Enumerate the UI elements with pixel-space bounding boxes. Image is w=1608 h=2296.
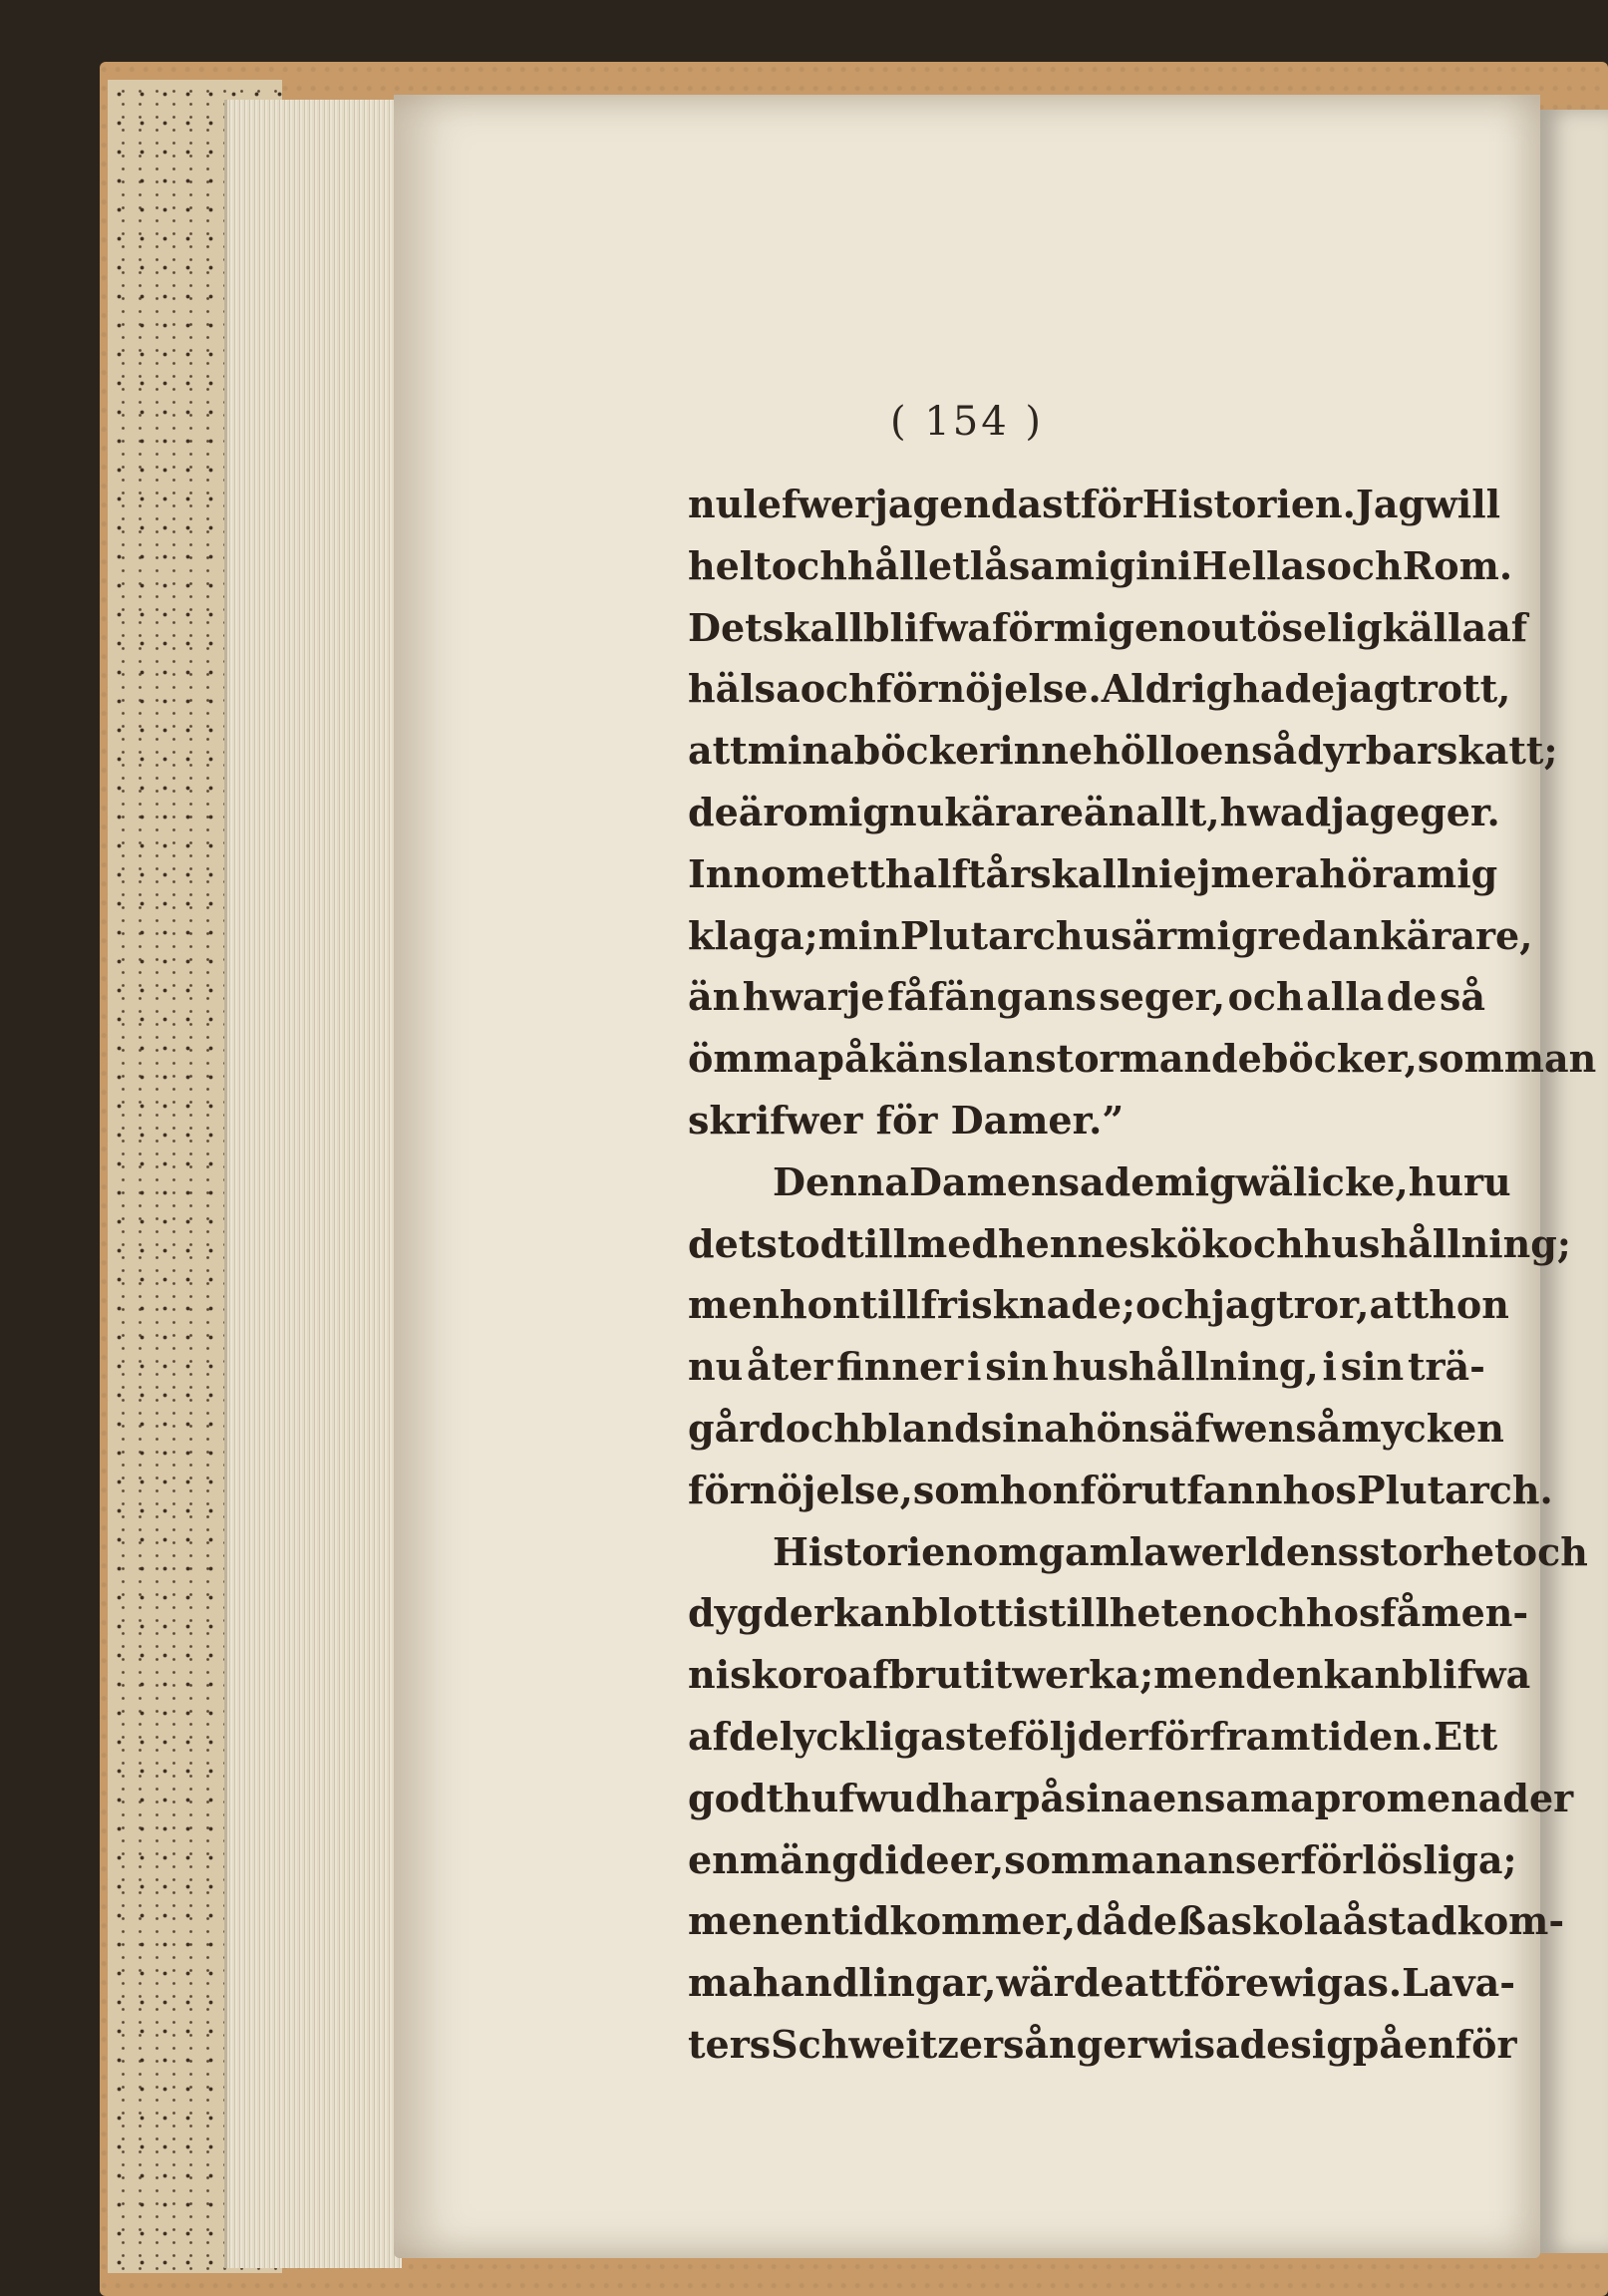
- text-line: [688, 1398, 1504, 1460]
- page-number: ( 154 ): [890, 399, 1044, 445]
- word: än: [688, 974, 741, 1020]
- word: om: [972, 1528, 1039, 1574]
- page-text: [688, 474, 1597, 2076]
- word: wisade: [1146, 2021, 1291, 2067]
- word: redan: [1257, 912, 1381, 958]
- word: har: [941, 1775, 1014, 1820]
- word: deßa: [1126, 1898, 1231, 1944]
- word: och: [800, 666, 876, 712]
- word: till: [846, 1220, 908, 1266]
- word: äfwen: [1169, 1405, 1296, 1451]
- word: innehöllo: [999, 728, 1200, 774]
- text-line: [688, 2014, 1517, 2076]
- word: äro: [738, 789, 808, 834]
- word: förnöjelse,: [688, 1467, 913, 1512]
- word: anser: [1182, 1836, 1301, 1882]
- text-line: [688, 782, 1500, 843]
- word: alla: [1306, 974, 1385, 1020]
- word: mig: [1417, 850, 1498, 896]
- word: Ett: [1434, 1713, 1498, 1759]
- word: ett: [825, 850, 885, 896]
- word: skall: [1030, 850, 1131, 896]
- word: halft: [884, 850, 986, 896]
- word: hon: [999, 1467, 1081, 1512]
- word: kan: [1323, 1652, 1403, 1698]
- word: för: [875, 1097, 951, 1143]
- word: lefwer: [743, 482, 875, 526]
- text-line: [688, 1460, 1553, 1521]
- word: och: [1227, 1220, 1304, 1266]
- word: ideer,: [884, 1836, 1005, 1882]
- word: den: [1245, 1652, 1324, 1698]
- word: i: [1177, 542, 1192, 588]
- word: i: [1013, 1590, 1028, 1636]
- text-line: [688, 1890, 1565, 1952]
- word: af: [1486, 604, 1528, 650]
- word: blifwa: [862, 604, 993, 650]
- word: för: [992, 604, 1054, 650]
- text-line: [688, 658, 1511, 720]
- word: en: [688, 1836, 740, 1882]
- word: framtiden.: [1209, 1713, 1435, 1759]
- word: de: [728, 1713, 780, 1759]
- word: hushållning,: [1052, 1344, 1319, 1390]
- word: så: [1251, 728, 1298, 774]
- word: tillfrisknade;: [859, 1282, 1136, 1328]
- word: mig: [1176, 912, 1258, 958]
- word: kärare: [944, 789, 1085, 834]
- word: hon: [780, 1282, 860, 1328]
- word: ni: [1130, 850, 1173, 896]
- word: Denna: [773, 1158, 910, 1204]
- word: sade: [1058, 1158, 1155, 1204]
- word: hade: [1232, 666, 1336, 712]
- word: för: [1147, 1713, 1210, 1759]
- word: hälsa: [688, 666, 801, 712]
- word: jag: [874, 482, 940, 526]
- word: åter: [747, 1344, 833, 1390]
- word: hos: [1282, 1467, 1357, 1512]
- word: kärare,: [1380, 912, 1533, 958]
- word: bland: [860, 1405, 981, 1451]
- word: storhet: [1359, 1528, 1512, 1574]
- word: hushållning;: [1303, 1220, 1571, 1266]
- word: finner: [836, 1344, 964, 1390]
- text-line: [688, 1644, 1531, 1706]
- word: än: [1084, 789, 1136, 834]
- word: en: [1199, 728, 1252, 774]
- word: känslan: [868, 1036, 1036, 1082]
- word: fåfängans: [887, 974, 1097, 1020]
- word: en: [1403, 2021, 1455, 2067]
- word: följder: [1007, 1713, 1148, 1759]
- word: handlingar,: [752, 1960, 997, 2006]
- word: de: [1386, 974, 1438, 1020]
- word: på: [1013, 1775, 1066, 1820]
- word: jag: [1211, 1282, 1277, 1328]
- word: en: [780, 1898, 831, 1944]
- word: jag: [1335, 666, 1401, 712]
- word: mig: [1154, 1158, 1236, 1204]
- text-line: [688, 1274, 1509, 1336]
- word: kommer,: [889, 1898, 1077, 1944]
- word: dyrbar: [1297, 728, 1438, 774]
- word: Det: [688, 604, 763, 650]
- word: mig: [1053, 604, 1134, 650]
- word: ömma: [688, 1036, 818, 1082]
- word: Jag: [1355, 482, 1426, 526]
- word: man: [1091, 1836, 1183, 1882]
- word: allt,: [1135, 789, 1220, 834]
- text-line: [688, 966, 1485, 1028]
- text-line: [688, 1090, 1485, 1151]
- word: helt: [688, 542, 772, 588]
- word: Aldrig: [1101, 666, 1233, 712]
- word: mängd: [739, 1836, 885, 1882]
- word: förut: [1080, 1467, 1187, 1512]
- word: Schweitzersånger: [771, 2021, 1147, 2067]
- word: som: [912, 1467, 1000, 1512]
- word: och: [1135, 1282, 1212, 1328]
- word: hos: [1306, 1590, 1381, 1636]
- word: werka;: [1012, 1652, 1154, 1698]
- word: som: [1417, 1036, 1504, 1082]
- word: förnöjelse.: [875, 666, 1102, 712]
- word: det: [688, 1220, 757, 1266]
- word: outöselig: [1185, 604, 1383, 650]
- text-line: [688, 1213, 1571, 1275]
- text-line: [688, 1706, 1498, 1768]
- word: promenader: [1314, 1775, 1574, 1820]
- word: på: [1352, 2021, 1404, 2067]
- word: stormande: [1035, 1036, 1262, 1082]
- word: mera: [1210, 850, 1320, 896]
- text-line: [688, 720, 1558, 782]
- text-line: [688, 1336, 1485, 1398]
- word: niskor: [688, 1652, 823, 1698]
- page-edges: [224, 100, 402, 2268]
- word: men: [688, 1898, 781, 1944]
- word: werldens: [1167, 1528, 1360, 1574]
- word: eger.: [1396, 789, 1500, 834]
- word: blifwa: [1402, 1652, 1531, 1698]
- word: lyckligaste: [779, 1713, 1008, 1759]
- word: och: [1229, 1590, 1307, 1636]
- word: hennes: [998, 1220, 1150, 1266]
- word: för: [1081, 482, 1142, 526]
- word: och: [1326, 542, 1403, 588]
- word: nu: [688, 482, 744, 526]
- word: hållet: [846, 542, 970, 588]
- word: hon: [1429, 1282, 1509, 1328]
- word: och: [1511, 1528, 1588, 1574]
- word: sin: [985, 1344, 1049, 1390]
- word: en: [1133, 604, 1186, 650]
- text-line: [688, 843, 1498, 905]
- word: min: [817, 912, 900, 958]
- word: trä-: [1407, 1344, 1485, 1390]
- word: trott,: [1400, 666, 1511, 712]
- word: wäl: [1235, 1158, 1308, 1204]
- text-line: [688, 474, 1501, 535]
- word: Plutarch.: [1356, 1467, 1553, 1512]
- word: icke,: [1307, 1158, 1409, 1204]
- word: af: [688, 1713, 729, 1759]
- word: ej: [1172, 850, 1211, 896]
- word: sina: [1065, 1775, 1153, 1820]
- word: Lava-: [1402, 1960, 1515, 2006]
- text-line: [688, 1521, 1588, 1583]
- text-line: [688, 597, 1528, 659]
- word: hwarje: [742, 974, 885, 1020]
- word: oafbrutit: [822, 1652, 1013, 1698]
- word: lösliga;: [1362, 1836, 1517, 1882]
- word: man: [1503, 1036, 1597, 1082]
- word: sina: [980, 1405, 1069, 1451]
- word: år: [985, 850, 1031, 896]
- word: de: [688, 789, 739, 834]
- word: förewigas.: [1183, 1960, 1403, 2006]
- word: åstadkom-: [1342, 1898, 1565, 1944]
- word: att: [688, 728, 748, 774]
- text-line: [688, 1768, 1574, 1829]
- word: Hellas: [1191, 542, 1327, 588]
- word: men: [688, 1282, 781, 1328]
- word: nu: [688, 1344, 744, 1390]
- text-line: [688, 905, 1533, 967]
- word: will: [1425, 482, 1501, 526]
- word: men: [1153, 1652, 1246, 1698]
- word: in: [1135, 542, 1178, 588]
- word: hwad: [1219, 789, 1332, 834]
- text-line: [688, 1151, 1511, 1213]
- word: kan: [833, 1590, 912, 1636]
- word: mig: [1054, 542, 1136, 588]
- word: ensama: [1152, 1775, 1315, 1820]
- word: Plutarchus: [899, 912, 1132, 958]
- word: endast: [939, 482, 1082, 526]
- text-line: [688, 1028, 1597, 1090]
- word: Innom: [688, 850, 826, 896]
- word: skall: [762, 604, 863, 650]
- word: mycken: [1341, 1405, 1504, 1451]
- word: att: [1124, 1960, 1184, 2006]
- word: att: [1369, 1282, 1430, 1328]
- word: så: [1439, 974, 1485, 1020]
- word: ters: [688, 2021, 772, 2067]
- word: huru: [1408, 1158, 1511, 1204]
- word: gamla: [1038, 1528, 1168, 1574]
- word: Historien: [773, 1528, 973, 1574]
- word: med: [907, 1220, 999, 1266]
- word: skrifwer: [688, 1097, 876, 1143]
- word: skola: [1230, 1898, 1343, 1944]
- word: godt: [688, 1775, 785, 1820]
- word: Historien.: [1141, 482, 1356, 526]
- word: jag: [1331, 789, 1397, 834]
- text-line: [688, 535, 1513, 597]
- word: wärde: [996, 1960, 1125, 2006]
- word: gård: [688, 1405, 786, 1451]
- word: Damen: [909, 1158, 1059, 1204]
- word: få: [1380, 1590, 1422, 1636]
- text-line: [688, 1952, 1515, 2014]
- word: seger,: [1099, 974, 1226, 1020]
- word: tid: [830, 1898, 890, 1944]
- word: stillheten: [1027, 1590, 1230, 1636]
- word: sin: [1340, 1344, 1405, 1390]
- word: mina: [747, 728, 854, 774]
- word: men-: [1421, 1590, 1529, 1636]
- word: skatt;: [1437, 728, 1558, 774]
- book-page: [394, 95, 1597, 2258]
- word: böcker: [853, 728, 1000, 774]
- word: sig: [1290, 2021, 1353, 2067]
- word: ma: [688, 1960, 753, 2006]
- word: för: [1300, 1836, 1363, 1882]
- word: mig: [807, 789, 889, 834]
- word: hufwud: [784, 1775, 942, 1820]
- word: klaga;: [688, 912, 818, 958]
- word: höra: [1319, 850, 1418, 896]
- word: då: [1076, 1898, 1127, 1944]
- word: på: [817, 1036, 869, 1082]
- word: och: [1227, 974, 1304, 1020]
- word: i: [1322, 1344, 1337, 1390]
- word: så: [1295, 1405, 1342, 1451]
- word: höns: [1068, 1405, 1170, 1451]
- word: kök: [1149, 1220, 1228, 1266]
- word: källa: [1382, 604, 1487, 650]
- text-line: [688, 1829, 1517, 1891]
- word: och: [785, 1405, 861, 1451]
- word: dygder: [688, 1590, 833, 1636]
- word: tror,: [1276, 1282, 1370, 1328]
- word: Damer.”: [950, 1097, 1125, 1143]
- word: låsa: [969, 542, 1055, 588]
- word: som: [1004, 1836, 1092, 1882]
- word: i: [967, 1344, 982, 1390]
- word: för: [1454, 2021, 1517, 2067]
- word: blott: [911, 1590, 1014, 1636]
- word: fann: [1186, 1467, 1283, 1512]
- word: böcker,: [1261, 1036, 1418, 1082]
- word: nu: [888, 789, 945, 834]
- word: Rom.: [1402, 542, 1513, 588]
- word: stod: [756, 1220, 847, 1266]
- text-line: [688, 1582, 1529, 1644]
- word: är: [1131, 912, 1177, 958]
- word: och: [771, 542, 847, 588]
